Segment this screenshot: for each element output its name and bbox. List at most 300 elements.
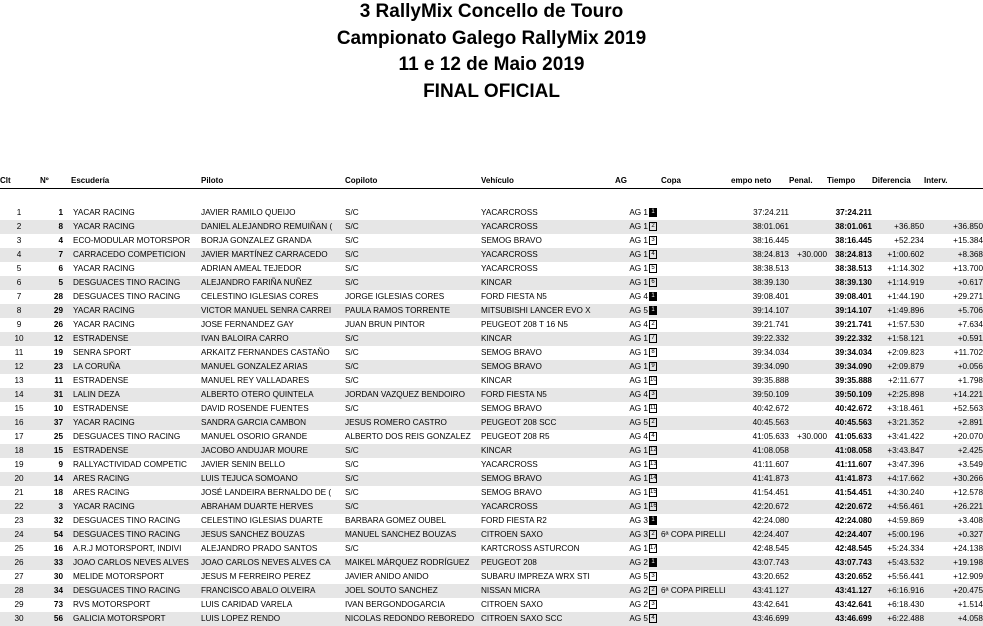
ag-position-box: 2 [649,530,657,539]
ag-class: AG 1 [629,446,648,455]
row-copiloto: JORDAN VAZQUEZ BENDOIRO [345,388,481,402]
row-piloto: ALEJANDRO PRADO SANTOS [201,542,345,556]
row-escuderia: SENRA SPORT [71,346,201,360]
row-tiempo-neto: 39:08.401 [731,290,789,304]
row-escuderia: YACAR RACING [71,318,201,332]
row-ag [615,220,661,234]
row-tiempo: 39:50.109 [827,388,872,402]
row-penal [789,262,827,276]
col-escuderia: Escudería [71,174,201,189]
row-copa [661,318,731,332]
ag-class: AG 5 [629,306,648,315]
row-penal [789,500,827,514]
row-clt: 21 [0,486,38,500]
header-row [0,174,983,189]
row-diferencia: +6:16.916 [872,584,924,598]
table-row [0,472,983,486]
row-tiempo-neto: 39:22.332 [731,332,789,346]
ag-position-box: 14 [649,474,657,483]
row-copa [661,430,731,444]
row-interv: +14.221 [924,388,983,402]
row-copa [661,486,731,500]
ag-position-box: 2 [649,586,657,595]
row-copa [661,472,731,486]
row-tiempo-neto: 38:01.061 [731,220,789,234]
row-escuderia: DESGUACES TINO RACING [71,584,201,598]
table-row [0,220,983,234]
row-clt: 11 [0,346,38,360]
row-clt: 25 [0,542,38,556]
row-penal [789,388,827,402]
row-tiempo-neto: 41:08.058 [731,444,789,458]
row-vehiculo: CITROEN SAXO [481,598,615,612]
row-copiloto: S/C [345,374,481,388]
row-copa [661,360,731,374]
row-diferencia: +3:43.847 [872,444,924,458]
row-penal [789,570,827,584]
row-diferencia: +2:09.879 [872,360,924,374]
row-diferencia: +2:11.677 [872,374,924,388]
row-interv: +8.368 [924,248,983,262]
row-piloto: MANUEL GONZALEZ ARIAS [201,360,345,374]
table-row [0,388,983,402]
row-interv [924,206,983,220]
row-copa [661,388,731,402]
row-number: 3 [38,500,71,514]
row-penal [789,318,827,332]
row-ag [615,458,661,472]
row-ag [615,388,661,402]
row-clt: 24 [0,528,38,542]
row-copa [661,514,731,528]
row-tiempo: 41:05.633 [827,430,872,444]
row-diferencia: +3:41.422 [872,430,924,444]
row-ag [615,486,661,500]
ag-position-box: 4 [649,614,657,623]
row-copiloto: S/C [345,360,481,374]
row-ag [615,402,661,416]
row-copiloto: S/C [345,206,481,220]
row-tiempo-neto: 43:42.641 [731,598,789,612]
row-diferencia: +3:18.461 [872,402,924,416]
row-interv: +3.408 [924,514,983,528]
row-tiempo: 41:08.058 [827,444,872,458]
row-tiempo: 40:42.672 [827,402,872,416]
row-number: 8 [38,220,71,234]
row-penal [789,458,827,472]
row-copiloto: MAIKEL MÁRQUEZ RODRÍGUEZ [345,556,481,570]
row-tiempo: 42:48.545 [827,542,872,556]
ag-position-box: 3 [649,600,657,609]
ag-class: AG 1 [629,236,648,245]
row-piloto: FRANCISCO ABALO OLVEIRA [201,584,345,598]
row-tiempo-neto: 39:34.090 [731,360,789,374]
row-number: 33 [38,556,71,570]
row-penal [789,444,827,458]
row-vehiculo: FORD FIESTA R2 [481,514,615,528]
ag-class: AG 1 [629,362,648,371]
row-penal [789,234,827,248]
ag-position-box: 15 [649,488,657,497]
table-row [0,528,983,542]
ag-position-box: 1 [649,306,657,315]
col-tiempo: Tiempo [827,174,872,189]
row-tiempo-neto: 43:41.127 [731,584,789,598]
table-row [0,598,983,612]
ag-class: AG 1 [629,222,648,231]
row-interv: +3.549 [924,458,983,472]
row-clt: 5 [0,262,38,276]
row-tiempo-neto: 43:46.699 [731,612,789,626]
row-tiempo: 43:46.699 [827,612,872,626]
row-escuderia: A.R.J MOTORSPORT, INDIVI [71,542,201,556]
table-row [0,402,983,416]
spacer-row [0,189,983,207]
col-penal: Penal. [789,174,827,189]
row-clt: 18 [0,444,38,458]
table-row [0,416,983,430]
row-vehiculo: PEUGEOT 208 SCC [481,416,615,430]
row-tiempo: 39:21.741 [827,318,872,332]
row-ag [615,234,661,248]
ag-position-box: 8 [649,348,657,357]
event-title: 3 RallyMix Concello de Touro [0,0,983,26]
row-copa [661,220,731,234]
row-tiempo-neto: 42:24.407 [731,528,789,542]
row-number: 15 [38,444,71,458]
ag-class: AG 2 [629,600,648,609]
row-tiempo: 39:35.888 [827,374,872,388]
ag-class: AG 1 [629,544,648,553]
row-copa [661,248,731,262]
row-number: 23 [38,360,71,374]
col-ag: AG [615,174,661,189]
ag-position-box: 3 [649,236,657,245]
row-copa [661,458,731,472]
col-diferencia: Diferencia [872,174,924,189]
row-tiempo: 42:20.672 [827,500,872,514]
row-copa [661,374,731,388]
ag-position-box: 16 [649,502,657,511]
row-clt: 27 [0,570,38,584]
table-row [0,290,983,304]
row-tiempo-neto: 41:05.633 [731,430,789,444]
row-ag [615,304,661,318]
row-copiloto: S/C [345,332,481,346]
row-interv: +0.056 [924,360,983,374]
row-copiloto: S/C [345,262,481,276]
row-number: 16 [38,542,71,556]
ag-class: AG 1 [629,376,648,385]
ag-class: AG 2 [629,558,648,567]
row-vehiculo: PEUGEOT 208 R5 [481,430,615,444]
table-row [0,360,983,374]
ag-class: AG 1 [629,502,648,511]
event-dates: 11 e 12 de Maio 2019 [0,52,983,79]
row-piloto: VICTOR MANUEL SENRA CARREI [201,304,345,318]
row-tiempo: 38:24.813 [827,248,872,262]
ag-position-box: 3 [649,572,657,581]
row-ag [615,360,661,374]
col-copiloto: Copiloto [345,174,481,189]
row-copiloto: S/C [345,276,481,290]
row-tiempo: 42:24.407 [827,528,872,542]
row-ag [615,542,661,556]
row-penal [789,556,827,570]
row-piloto: LUIS LOPEZ RENDO [201,612,345,626]
championship-title: Campionato Galego RallyMix 2019 [0,26,983,53]
row-escuderia: DESGUACES TINO RACING [71,528,201,542]
row-copiloto: S/C [345,458,481,472]
row-diferencia: +1:57.530 [872,318,924,332]
ag-position-box: 2 [649,320,657,329]
ag-class: AG 1 [629,264,648,273]
row-tiempo: 38:16.445 [827,234,872,248]
row-copa [661,332,731,346]
row-copa [661,570,731,584]
row-copa [661,276,731,290]
ag-position-box: 11 [649,404,657,413]
col-piloto: Piloto [201,174,345,189]
ag-position-box: 1 [649,208,657,217]
row-escuderia: ESTRADENSE [71,332,201,346]
ag-position-box: 2 [649,222,657,231]
row-tiempo-neto: 41:41.873 [731,472,789,486]
row-tiempo: 42:24.080 [827,514,872,528]
row-clt: 10 [0,332,38,346]
row-clt: 8 [0,304,38,318]
row-penal [789,584,827,598]
row-piloto: JOSE FERNANDEZ GAY [201,318,345,332]
row-copa [661,598,731,612]
row-penal [789,360,827,374]
row-penal: +30.000 [789,248,827,262]
row-ag [615,556,661,570]
ag-class: AG 1 [629,348,648,357]
row-interv: +12.578 [924,486,983,500]
row-vehiculo: SEMOG BRAVO [481,486,615,500]
row-number: 7 [38,248,71,262]
row-copa [661,206,731,220]
row-penal [789,514,827,528]
ag-position-box: 1 [649,516,657,525]
table-row [0,458,983,472]
row-vehiculo: KINCAR [481,276,615,290]
row-piloto: ADRIAN AMEAL TEJEDOR [201,262,345,276]
row-escuderia: CARRACEDO COMPETICION [71,248,201,262]
row-interv: +30.266 [924,472,983,486]
table-row [0,444,983,458]
row-vehiculo: SEMOG BRAVO [481,346,615,360]
row-escuderia: YACAR RACING [71,262,201,276]
row-clt: 28 [0,584,38,598]
row-vehiculo: PEUGEOT 208 [481,556,615,570]
row-ag [615,584,661,598]
row-penal [789,332,827,346]
row-vehiculo: SEMOG BRAVO [481,360,615,374]
row-vehiculo: CITROEN SAXO SCC [481,612,615,626]
row-diferencia: +1:58.121 [872,332,924,346]
row-piloto: MANUEL REY VALLADARES [201,374,345,388]
row-interv: +20.475 [924,584,983,598]
row-vehiculo: KINCAR [481,374,615,388]
row-diferencia: +5:43.532 [872,556,924,570]
col-vehiculo: Vehículo [481,174,615,189]
row-diferencia: +1:14.919 [872,276,924,290]
row-diferencia: +4:17.662 [872,472,924,486]
row-number: 11 [38,374,71,388]
row-diferencia: +2:25.898 [872,388,924,402]
row-copiloto: IVAN BERGONDOGARCIA [345,598,481,612]
row-clt: 17 [0,430,38,444]
row-vehiculo: YACARCROSS [481,220,615,234]
row-ag [615,528,661,542]
row-tiempo-neto: 42:20.672 [731,500,789,514]
row-tiempo: 39:34.090 [827,360,872,374]
row-penal [789,542,827,556]
results-table [0,174,983,626]
row-penal [789,402,827,416]
col-tiempo-neto: empo neto [731,174,789,189]
row-number: 30 [38,570,71,584]
row-escuderia: YACAR RACING [71,206,201,220]
row-number: 25 [38,430,71,444]
row-piloto: JOAO CARLOS NEVES ALVES CA [201,556,345,570]
row-vehiculo: YACARCROSS [481,248,615,262]
row-escuderia: RALLYACTIVIDAD COMPETIC [71,458,201,472]
row-escuderia: ESTRADENSE [71,374,201,388]
row-interv: +4.058 [924,612,983,626]
row-copa [661,500,731,514]
row-number: 73 [38,598,71,612]
row-piloto: ALEJANDRO FARIÑA NUÑEZ [201,276,345,290]
row-vehiculo: FORD FIESTA N5 [481,290,615,304]
ag-position-box: 13 [649,460,657,469]
row-diferencia: +5:24.334 [872,542,924,556]
row-vehiculo: YACARCROSS [481,500,615,514]
row-copiloto: MANUEL SANCHEZ BOUZAS [345,528,481,542]
ag-class: AG 1 [629,334,648,343]
table-row [0,486,983,500]
row-clt: 2 [0,220,38,234]
row-copiloto: S/C [345,472,481,486]
row-piloto: JAVIER MARTÍNEZ CARRACEDO [201,248,345,262]
row-penal [789,486,827,500]
row-copiloto: S/C [345,220,481,234]
row-piloto: BORJA GONZALEZ GRANDA [201,234,345,248]
row-tiempo: 39:08.401 [827,290,872,304]
row-escuderia: ARES RACING [71,486,201,500]
row-tiempo-neto: 39:35.888 [731,374,789,388]
row-escuderia: ESTRADENSE [71,402,201,416]
row-piloto: JAVIER SENIN BELLO [201,458,345,472]
row-tiempo-neto: 42:24.080 [731,514,789,528]
table-row [0,430,983,444]
table-row [0,570,983,584]
row-piloto: DANIEL ALEJANDRO REMUIÑAN ( [201,220,345,234]
row-interv: +11.702 [924,346,983,360]
row-escuderia: JOAO CARLOS NEVES ALVES [71,556,201,570]
row-escuderia: YACAR RACING [71,220,201,234]
row-vehiculo: SUBARU IMPREZA WRX STI [481,570,615,584]
row-ag [615,262,661,276]
row-clt: 29 [0,598,38,612]
ag-position-box: 9 [649,362,657,371]
row-tiempo-neto: 39:34.034 [731,346,789,360]
row-copiloto: S/C [345,500,481,514]
row-number: 9 [38,458,71,472]
row-vehiculo: YACARCROSS [481,458,615,472]
row-ag [615,276,661,290]
table-row [0,248,983,262]
row-interv: +52.563 [924,402,983,416]
row-piloto: LUIS CARIDAD VARELA [201,598,345,612]
classification-status: FINAL OFICIAL [0,79,983,106]
row-number: 26 [38,318,71,332]
row-tiempo: 39:14.107 [827,304,872,318]
row-tiempo: 41:11.607 [827,458,872,472]
row-copiloto: ALBERTO DOS REIS GONZALEZ [345,430,481,444]
row-piloto: ARKAITZ FERNANDES CASTAÑO [201,346,345,360]
row-piloto: LUIS TEJUCA SOMOANO [201,472,345,486]
row-copa [661,402,731,416]
row-diferencia: +1:00.602 [872,248,924,262]
row-escuderia: DESGUACES TINO RACING [71,430,201,444]
row-penal [789,612,827,626]
row-clt: 1 [0,206,38,220]
row-escuderia: YACAR RACING [71,304,201,318]
row-diferencia: +6:22.488 [872,612,924,626]
row-diferencia: +4:59.869 [872,514,924,528]
row-tiempo-neto: 39:21.741 [731,318,789,332]
row-escuderia: MELIDE MOTORSPORT [71,570,201,584]
row-tiempo-neto: 42:48.545 [731,542,789,556]
row-penal [789,206,827,220]
row-ag [615,514,661,528]
row-vehiculo: YACARCROSS [481,206,615,220]
row-tiempo-neto: 41:54.451 [731,486,789,500]
row-interv: +19.198 [924,556,983,570]
ag-class: AG 5 [629,418,648,427]
row-ag [615,318,661,332]
ag-class: AG 1 [629,278,648,287]
row-ag [615,332,661,346]
row-vehiculo: MITSUBISHI LANCER EVO X [481,304,615,318]
row-clt: 13 [0,374,38,388]
row-piloto: JAVIER RAMILO QUEIJO [201,206,345,220]
row-copa [661,444,731,458]
row-number: 1 [38,206,71,220]
row-escuderia: YACAR RACING [71,500,201,514]
row-escuderia: DESGUACES TINO RACING [71,276,201,290]
row-ag [615,500,661,514]
row-escuderia: ESTRADENSE [71,444,201,458]
row-copa [661,262,731,276]
row-tiempo-neto: 43:20.652 [731,570,789,584]
row-copiloto: BARBARA GOMEZ OUBEL [345,514,481,528]
row-penal [789,304,827,318]
row-number: 6 [38,262,71,276]
row-piloto: JESUS SANCHEZ BOUZAS [201,528,345,542]
row-interv: +29.271 [924,290,983,304]
row-ag [615,570,661,584]
row-copa: 6ª COPA PIRELLI [661,528,731,542]
table-row [0,374,983,388]
row-escuderia: GALICIA MOTORSPORT [71,612,201,626]
table-header [0,174,983,189]
ag-class: AG 1 [629,460,648,469]
row-copiloto: S/C [345,234,481,248]
